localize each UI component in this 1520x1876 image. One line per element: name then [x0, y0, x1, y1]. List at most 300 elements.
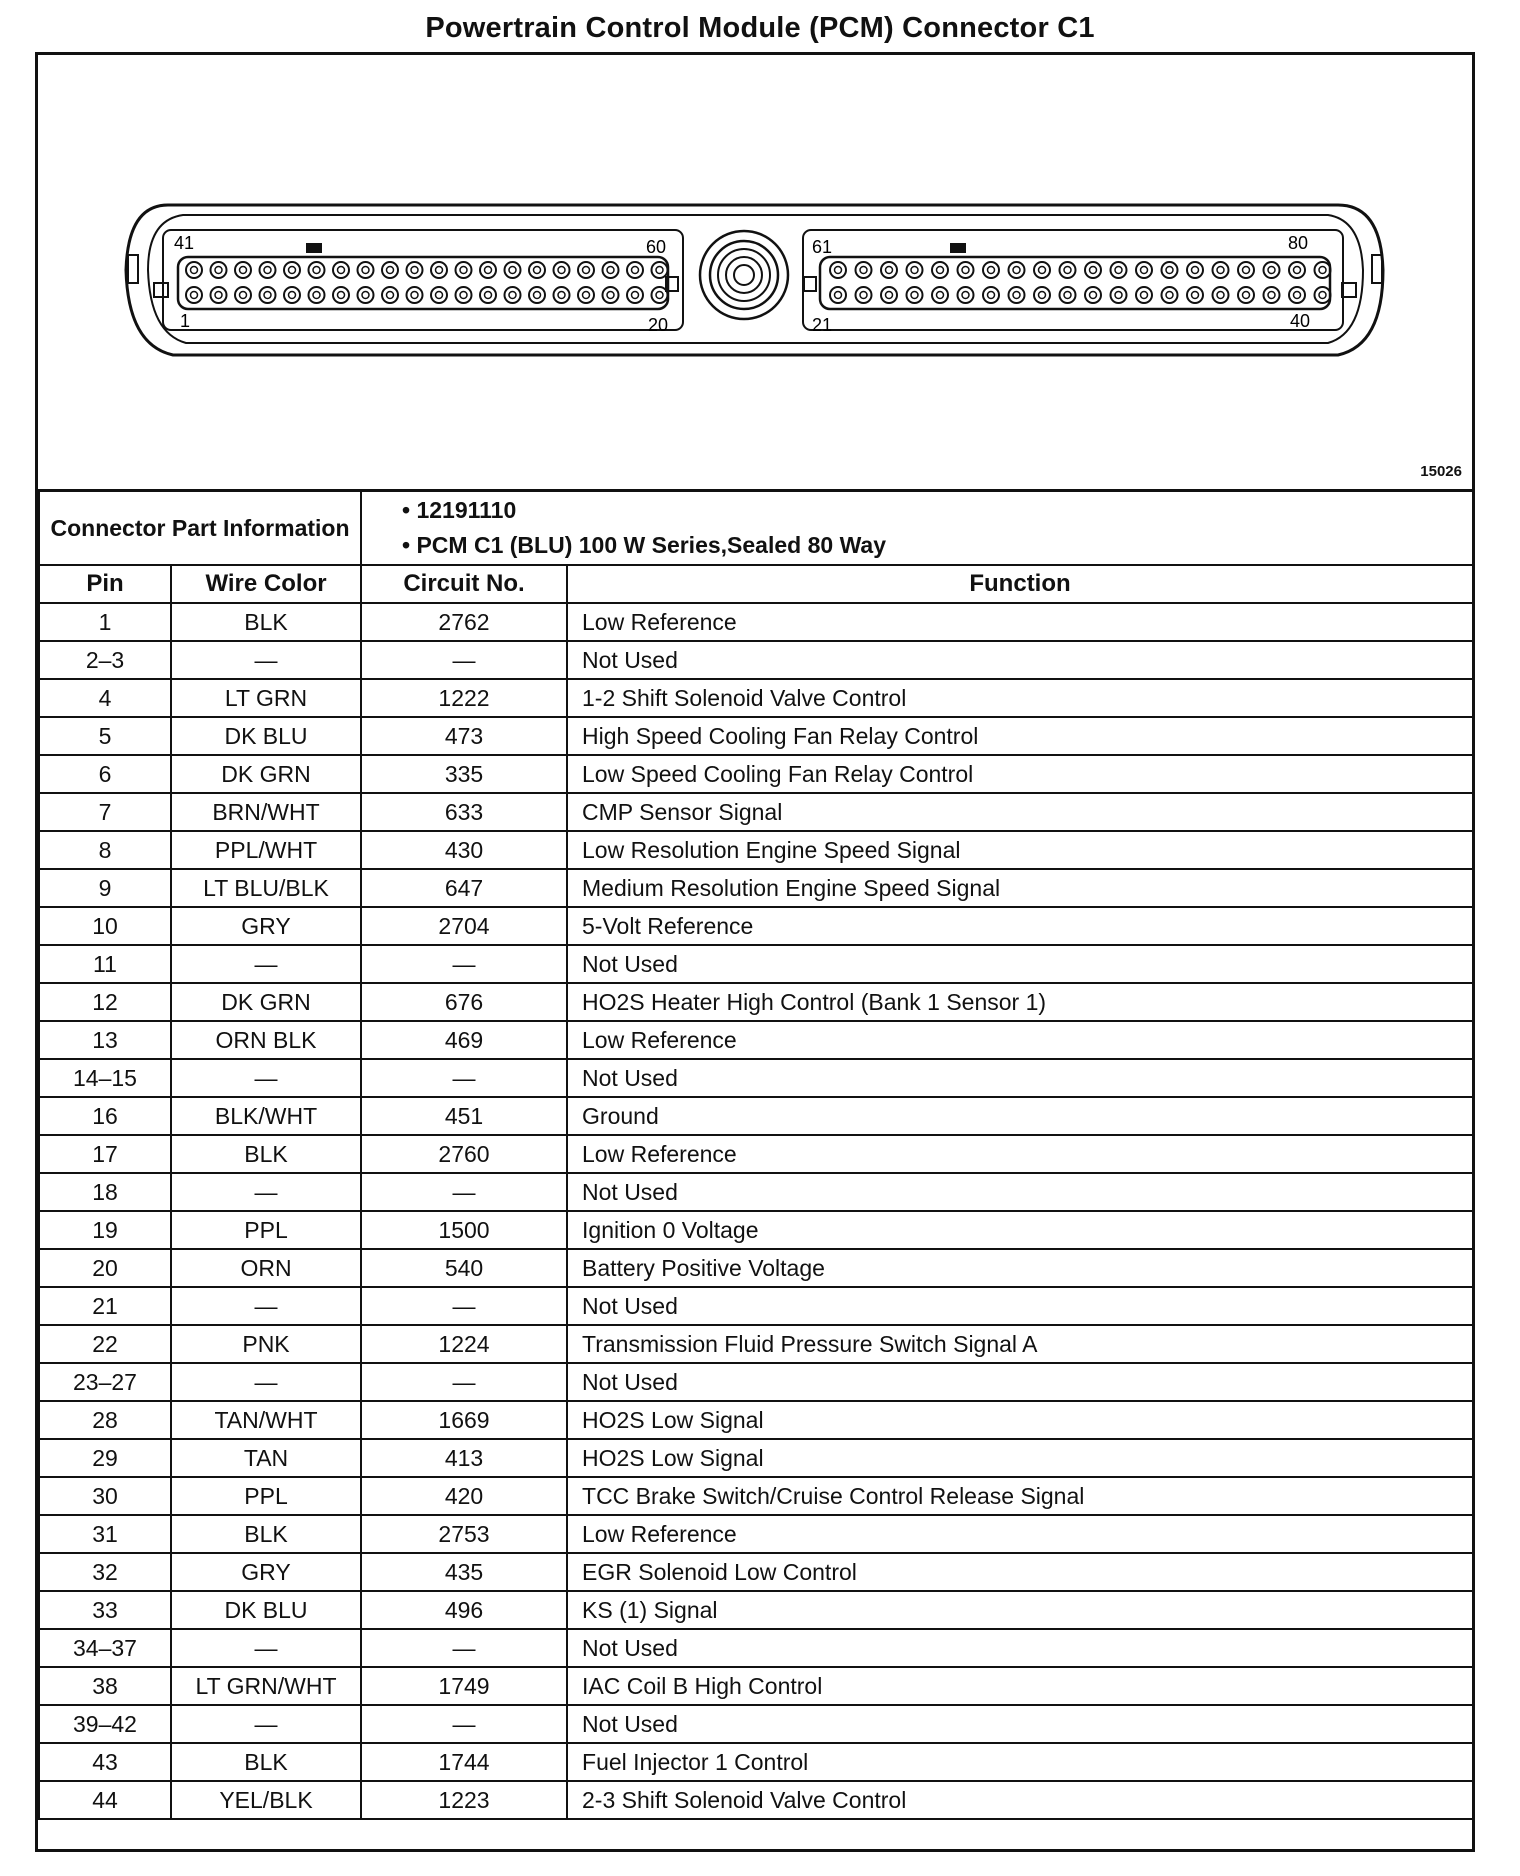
- pin-hole-core: [485, 267, 492, 274]
- pin-hole: [907, 287, 923, 303]
- function-cell: Not Used: [567, 1629, 1473, 1667]
- pin-hole-core: [962, 267, 969, 274]
- pin-hole: [260, 262, 276, 278]
- pin-hole-core: [1166, 267, 1173, 274]
- function-cell: 2-3 Shift Solenoid Valve Control: [567, 1781, 1473, 1819]
- pin-hole: [1136, 287, 1152, 303]
- pin-hole: [235, 287, 251, 303]
- circuit-cell: 430: [361, 831, 567, 869]
- pin-cell: 20: [39, 1249, 171, 1287]
- function-cell: 1-2 Shift Solenoid Valve Control: [567, 679, 1473, 717]
- table-row: [39, 1059, 1473, 1097]
- table-row: [39, 1021, 1473, 1059]
- left-pin-field: [178, 257, 668, 309]
- table-row: [39, 869, 1473, 907]
- wire-color-cell: DK BLU: [171, 1591, 361, 1629]
- wire-color-cell: BLK/WHT: [171, 1097, 361, 1135]
- wire-color-cell: GRY: [171, 1553, 361, 1591]
- right-key: [1342, 283, 1356, 297]
- circuit-cell: 335: [361, 755, 567, 793]
- pin-cell: 12: [39, 983, 171, 1021]
- pin-hole-core: [1268, 267, 1275, 274]
- part-info-label: Connector Part Information: [39, 491, 361, 566]
- table-row: [39, 1553, 1473, 1591]
- pin-hole-core: [534, 267, 541, 274]
- pin-hole-core: [1217, 267, 1224, 274]
- pin-hole-core: [1319, 292, 1326, 299]
- pin-cell: 29: [39, 1439, 171, 1477]
- pin-hole: [284, 287, 300, 303]
- pin-hole: [554, 287, 570, 303]
- pin-hole-core: [1064, 292, 1071, 299]
- pin-hole: [1085, 262, 1101, 278]
- wire-color-cell: GRY: [171, 907, 361, 945]
- pin-hole: [309, 262, 325, 278]
- pin-hole-core: [362, 267, 369, 274]
- wire-color-cell: YEL/BLK: [171, 1781, 361, 1819]
- pin-hole: [186, 262, 202, 278]
- pin-hole: [260, 287, 276, 303]
- pinout-table: [38, 489, 1474, 1820]
- pin-hole: [1238, 262, 1254, 278]
- pin-hole: [431, 287, 447, 303]
- pin-cell: 30: [39, 1477, 171, 1515]
- pin-hole-core: [656, 292, 663, 299]
- pin-hole: [578, 287, 594, 303]
- circuit-cell: —: [361, 1363, 567, 1401]
- pin-hole: [830, 287, 846, 303]
- circuit-cell: 2762: [361, 603, 567, 641]
- pin-hole-core: [1294, 267, 1301, 274]
- circuit-cell: 469: [361, 1021, 567, 1059]
- circuit-cell: 1744: [361, 1743, 567, 1781]
- label-80: 80: [1288, 233, 1309, 253]
- pin-cell: 5: [39, 717, 171, 755]
- circuit-cell: 420: [361, 1477, 567, 1515]
- pin-hole-core: [911, 267, 918, 274]
- pin-hole-core: [886, 267, 893, 274]
- function-cell: IAC Coil B High Control: [567, 1667, 1473, 1705]
- wire-color-cell: ORN BLK: [171, 1021, 361, 1059]
- table-row: [39, 983, 1473, 1021]
- function-cell: Not Used: [567, 1173, 1473, 1211]
- wire-color-cell: BLK: [171, 603, 361, 641]
- pin-cell: 44: [39, 1781, 171, 1819]
- pin-hole-core: [1268, 292, 1275, 299]
- pin-hole: [1111, 262, 1127, 278]
- pin-hole: [382, 262, 398, 278]
- pin-hole: [856, 262, 872, 278]
- function-cell: Not Used: [567, 1059, 1473, 1097]
- function-cell: Not Used: [567, 1363, 1473, 1401]
- pin-hole: [358, 262, 374, 278]
- pin-hole: [627, 287, 643, 303]
- pin-cell: 14–15: [39, 1059, 171, 1097]
- pin-hole-core: [558, 292, 565, 299]
- circuit-cell: 435: [361, 1553, 567, 1591]
- right-side-key: [804, 277, 816, 291]
- pin-hole-core: [215, 267, 222, 274]
- pin-hole-core: [632, 267, 639, 274]
- function-cell: Low Reference: [567, 1021, 1473, 1059]
- pin-hole: [1034, 262, 1050, 278]
- pin-hole: [958, 262, 974, 278]
- document-frame: [35, 52, 1475, 1852]
- table-row: [39, 1705, 1473, 1743]
- wire-color-cell: PPL/WHT: [171, 831, 361, 869]
- pin-hole: [983, 287, 999, 303]
- wire-color-cell: DK GRN: [171, 755, 361, 793]
- label-1: 1: [180, 311, 191, 331]
- function-cell: Low Speed Cooling Fan Relay Control: [567, 755, 1473, 793]
- wire-color-cell: PPL: [171, 1211, 361, 1249]
- circuit-cell: 496: [361, 1591, 567, 1629]
- pin-hole: [881, 287, 897, 303]
- function-cell: Not Used: [567, 1287, 1473, 1325]
- table-row: [39, 1515, 1473, 1553]
- pin-cell: 10: [39, 907, 171, 945]
- pin-hole: [1315, 287, 1331, 303]
- table-row: [39, 831, 1473, 869]
- pin-hole: [529, 287, 545, 303]
- pin-cell: 6: [39, 755, 171, 793]
- function-cell: Ground: [567, 1097, 1473, 1135]
- circuit-cell: 676: [361, 983, 567, 1021]
- pin-hole: [309, 287, 325, 303]
- connector-diagram: [38, 55, 1472, 485]
- pin-hole-core: [534, 292, 541, 299]
- wire-color-cell: TAN/WHT: [171, 1401, 361, 1439]
- circuit-cell: 2704: [361, 907, 567, 945]
- pin-cell: 22: [39, 1325, 171, 1363]
- pin-hole: [407, 262, 423, 278]
- function-cell: KS (1) Signal: [567, 1591, 1473, 1629]
- header-row: [39, 565, 1473, 603]
- pin-hole: [958, 287, 974, 303]
- circuit-cell: 540: [361, 1249, 567, 1287]
- circuit-cell: 647: [361, 869, 567, 907]
- connector-housing-inner: [148, 215, 1363, 343]
- pin-hole: [1238, 287, 1254, 303]
- pin-hole-core: [509, 267, 516, 274]
- pin-hole-core: [911, 292, 918, 299]
- label-60: 60: [646, 237, 667, 257]
- wire-color-cell: —: [171, 1629, 361, 1667]
- pin-hole: [1264, 287, 1280, 303]
- pin-hole-core: [835, 267, 842, 274]
- pin-cell: 13: [39, 1021, 171, 1059]
- pin-cell: 1: [39, 603, 171, 641]
- header-function: Function: [567, 565, 1473, 603]
- pin-hole: [983, 262, 999, 278]
- pin-hole-core: [962, 292, 969, 299]
- pin-hole: [211, 287, 227, 303]
- pin-hole: [211, 262, 227, 278]
- right-pin-block: [803, 230, 1343, 330]
- pin-hole-core: [1064, 267, 1071, 274]
- pin-hole: [1060, 262, 1076, 278]
- pin-hole: [382, 287, 398, 303]
- pin-hole-core: [191, 267, 198, 274]
- pin-hole-core: [264, 267, 271, 274]
- circuit-cell: 473: [361, 717, 567, 755]
- pin-hole-core: [1039, 292, 1046, 299]
- circuit-cell: 1224: [361, 1325, 567, 1363]
- table-row: [39, 1401, 1473, 1439]
- function-cell: Low Reference: [567, 1135, 1473, 1173]
- center-bolt: [700, 231, 788, 319]
- table-row: [39, 679, 1473, 717]
- circuit-cell: 1500: [361, 1211, 567, 1249]
- pin-hole-core: [1243, 292, 1250, 299]
- pin-cell: 4: [39, 679, 171, 717]
- pin-cell: 7: [39, 793, 171, 831]
- wire-color-cell: BLK: [171, 1743, 361, 1781]
- circuit-cell: —: [361, 1059, 567, 1097]
- pin-hole: [456, 262, 472, 278]
- pin-hole-core: [937, 267, 944, 274]
- wire-color-cell: BLK: [171, 1135, 361, 1173]
- function-cell: TCC Brake Switch/Cruise Control Release Signal: [567, 1477, 1473, 1515]
- left-tab: [306, 243, 322, 253]
- left-pin-block: [163, 230, 683, 330]
- pin-hole: [1264, 262, 1280, 278]
- wire-color-cell: BLK: [171, 1515, 361, 1553]
- table-row: [39, 945, 1473, 983]
- pin-hole-core: [191, 292, 198, 299]
- pin-hole: [1034, 287, 1050, 303]
- label-21: 21: [812, 315, 833, 335]
- pin-hole: [578, 262, 594, 278]
- figure-number: 15026: [1420, 463, 1462, 480]
- pin-hole-core: [607, 267, 614, 274]
- function-cell: EGR Solenoid Low Control: [567, 1553, 1473, 1591]
- pin-hole-core: [1115, 267, 1122, 274]
- wire-color-cell: LT GRN: [171, 679, 361, 717]
- pin-cell: 19: [39, 1211, 171, 1249]
- pin-hole-core: [988, 292, 995, 299]
- part-info-values: [361, 491, 1473, 566]
- wire-color-cell: LT BLU/BLK: [171, 869, 361, 907]
- label-20: 20: [648, 315, 669, 335]
- pin-hole: [1136, 262, 1152, 278]
- function-cell: Not Used: [567, 945, 1473, 983]
- pin-hole-core: [1319, 267, 1326, 274]
- pin-hole: [881, 262, 897, 278]
- table-row: [39, 1363, 1473, 1401]
- pin-hole: [1187, 262, 1203, 278]
- pin-cell: 34–37: [39, 1629, 171, 1667]
- table-row: [39, 641, 1473, 679]
- function-cell: Not Used: [567, 641, 1473, 679]
- function-cell: Ignition 0 Voltage: [567, 1211, 1473, 1249]
- label-41: 41: [174, 233, 195, 253]
- pin-hole: [907, 262, 923, 278]
- pin-hole-core: [436, 267, 443, 274]
- wire-color-cell: —: [171, 1705, 361, 1743]
- pin-hole-core: [607, 292, 614, 299]
- pin-cell: 2–3: [39, 641, 171, 679]
- wire-color-cell: TAN: [171, 1439, 361, 1477]
- circuit-cell: 1749: [361, 1667, 567, 1705]
- pin-hole-core: [1039, 267, 1046, 274]
- function-cell: Low Resolution Engine Speed Signal: [567, 831, 1473, 869]
- table-row: [39, 1249, 1473, 1287]
- pin-hole: [505, 262, 521, 278]
- pin-hole-core: [460, 292, 467, 299]
- circuit-cell: —: [361, 945, 567, 983]
- pin-hole: [1213, 262, 1229, 278]
- function-cell: High Speed Cooling Fan Relay Control: [567, 717, 1473, 755]
- pin-hole: [932, 287, 948, 303]
- circuit-cell: 1669: [361, 1401, 567, 1439]
- pin-hole: [627, 262, 643, 278]
- table-row: [39, 1173, 1473, 1211]
- pin-hole-core: [656, 267, 663, 274]
- wire-color-cell: ORN: [171, 1249, 361, 1287]
- header-pin: Pin: [39, 565, 171, 603]
- circuit-cell: 413: [361, 1439, 567, 1477]
- wire-color-cell: DK BLU: [171, 717, 361, 755]
- left-key: [154, 283, 168, 297]
- pin-hole-core: [1090, 292, 1097, 299]
- pin-hole: [358, 287, 374, 303]
- pin-hole: [603, 262, 619, 278]
- pin-hole-core: [436, 292, 443, 299]
- pin-hole: [1060, 287, 1076, 303]
- right-tab: [950, 243, 966, 253]
- pin-hole-core: [338, 267, 345, 274]
- pin-cell: 23–27: [39, 1363, 171, 1401]
- table-row: [39, 1097, 1473, 1135]
- circuit-cell: 2760: [361, 1135, 567, 1173]
- part-number: • 12191110: [402, 493, 1472, 528]
- function-cell: Transmission Fluid Pressure Switch Signal A: [567, 1325, 1473, 1363]
- pin-hole: [333, 262, 349, 278]
- circuit-cell: 633: [361, 793, 567, 831]
- right-pin-field: [820, 257, 1330, 309]
- pin-hole-core: [509, 292, 516, 299]
- circuit-cell: 451: [361, 1097, 567, 1135]
- circuit-cell: —: [361, 1287, 567, 1325]
- header-circuit-no: Circuit No.: [361, 565, 567, 603]
- function-cell: Battery Positive Voltage: [567, 1249, 1473, 1287]
- pin-hole: [456, 287, 472, 303]
- circuit-cell: 1223: [361, 1781, 567, 1819]
- pin-hole: [333, 287, 349, 303]
- circuit-cell: 2753: [361, 1515, 567, 1553]
- table-row: [39, 1591, 1473, 1629]
- wire-color-cell: DK GRN: [171, 983, 361, 1021]
- circuit-cell: 1222: [361, 679, 567, 717]
- pin-hole: [235, 262, 251, 278]
- pin-hole-core: [860, 292, 867, 299]
- pin-hole-core: [313, 267, 320, 274]
- pin-hole-core: [240, 292, 247, 299]
- pin-hole: [554, 262, 570, 278]
- pin-hole: [603, 287, 619, 303]
- pin-hole: [652, 262, 668, 278]
- table-row: [39, 1781, 1473, 1819]
- wire-color-cell: BRN/WHT: [171, 793, 361, 831]
- pin-hole-core: [1166, 292, 1173, 299]
- pin-hole: [1162, 287, 1178, 303]
- part-info-row: [39, 491, 1473, 566]
- pin-cell: 21: [39, 1287, 171, 1325]
- pin-hole-core: [289, 292, 296, 299]
- pin-hole-core: [583, 292, 590, 299]
- pin-hole-core: [313, 292, 320, 299]
- pin-hole-core: [1115, 292, 1122, 299]
- table-row: [39, 603, 1473, 641]
- circuit-cell: —: [361, 1629, 567, 1667]
- pin-cell: 43: [39, 1743, 171, 1781]
- connector-housing-outer: [126, 205, 1383, 355]
- pin-hole-core: [1013, 292, 1020, 299]
- left-latch: [128, 255, 138, 283]
- pin-cell: 31: [39, 1515, 171, 1553]
- pin-hole-core: [937, 292, 944, 299]
- pin-hole: [1315, 262, 1331, 278]
- pin-hole: [652, 287, 668, 303]
- pin-hole-core: [1294, 292, 1301, 299]
- pin-cell: 38: [39, 1667, 171, 1705]
- pin-hole-core: [1192, 292, 1199, 299]
- pin-hole: [431, 262, 447, 278]
- pin-hole: [1009, 262, 1025, 278]
- function-cell: Medium Resolution Engine Speed Signal: [567, 869, 1473, 907]
- table-row: [39, 793, 1473, 831]
- label-40: 40: [1290, 311, 1311, 331]
- function-cell: HO2S Heater High Control (Bank 1 Sensor 1): [567, 983, 1473, 1021]
- pin-hole: [1111, 287, 1127, 303]
- wire-color-cell: —: [171, 1173, 361, 1211]
- right-latch: [1372, 255, 1382, 283]
- circuit-cell: —: [361, 1705, 567, 1743]
- pin-hole-core: [460, 267, 467, 274]
- wire-color-cell: PPL: [171, 1477, 361, 1515]
- wire-color-cell: —: [171, 1287, 361, 1325]
- pin-hole-core: [387, 292, 394, 299]
- pin-hole: [1289, 287, 1305, 303]
- table-row: [39, 1325, 1473, 1363]
- wire-color-cell: LT GRN/WHT: [171, 1667, 361, 1705]
- pin-hole-core: [1217, 292, 1224, 299]
- pin-hole: [505, 287, 521, 303]
- pin-hole-core: [1243, 267, 1250, 274]
- pin-hole: [830, 262, 846, 278]
- pin-hole-core: [338, 292, 345, 299]
- pin-cell: 33: [39, 1591, 171, 1629]
- pin-hole: [480, 287, 496, 303]
- pin-cell: 32: [39, 1553, 171, 1591]
- function-cell: Fuel Injector 1 Control: [567, 1743, 1473, 1781]
- wire-color-cell: —: [171, 945, 361, 983]
- pin-hole-core: [583, 267, 590, 274]
- pin-hole-core: [886, 292, 893, 299]
- function-cell: Not Used: [567, 1705, 1473, 1743]
- pin-hole: [856, 287, 872, 303]
- wire-color-cell: —: [171, 641, 361, 679]
- table-row: [39, 755, 1473, 793]
- pin-hole-core: [835, 292, 842, 299]
- pin-hole-core: [411, 267, 418, 274]
- pin-hole-core: [362, 292, 369, 299]
- pin-hole-core: [411, 292, 418, 299]
- pin-hole-core: [387, 267, 394, 274]
- pin-hole-core: [1013, 267, 1020, 274]
- function-cell: Low Reference: [567, 603, 1473, 641]
